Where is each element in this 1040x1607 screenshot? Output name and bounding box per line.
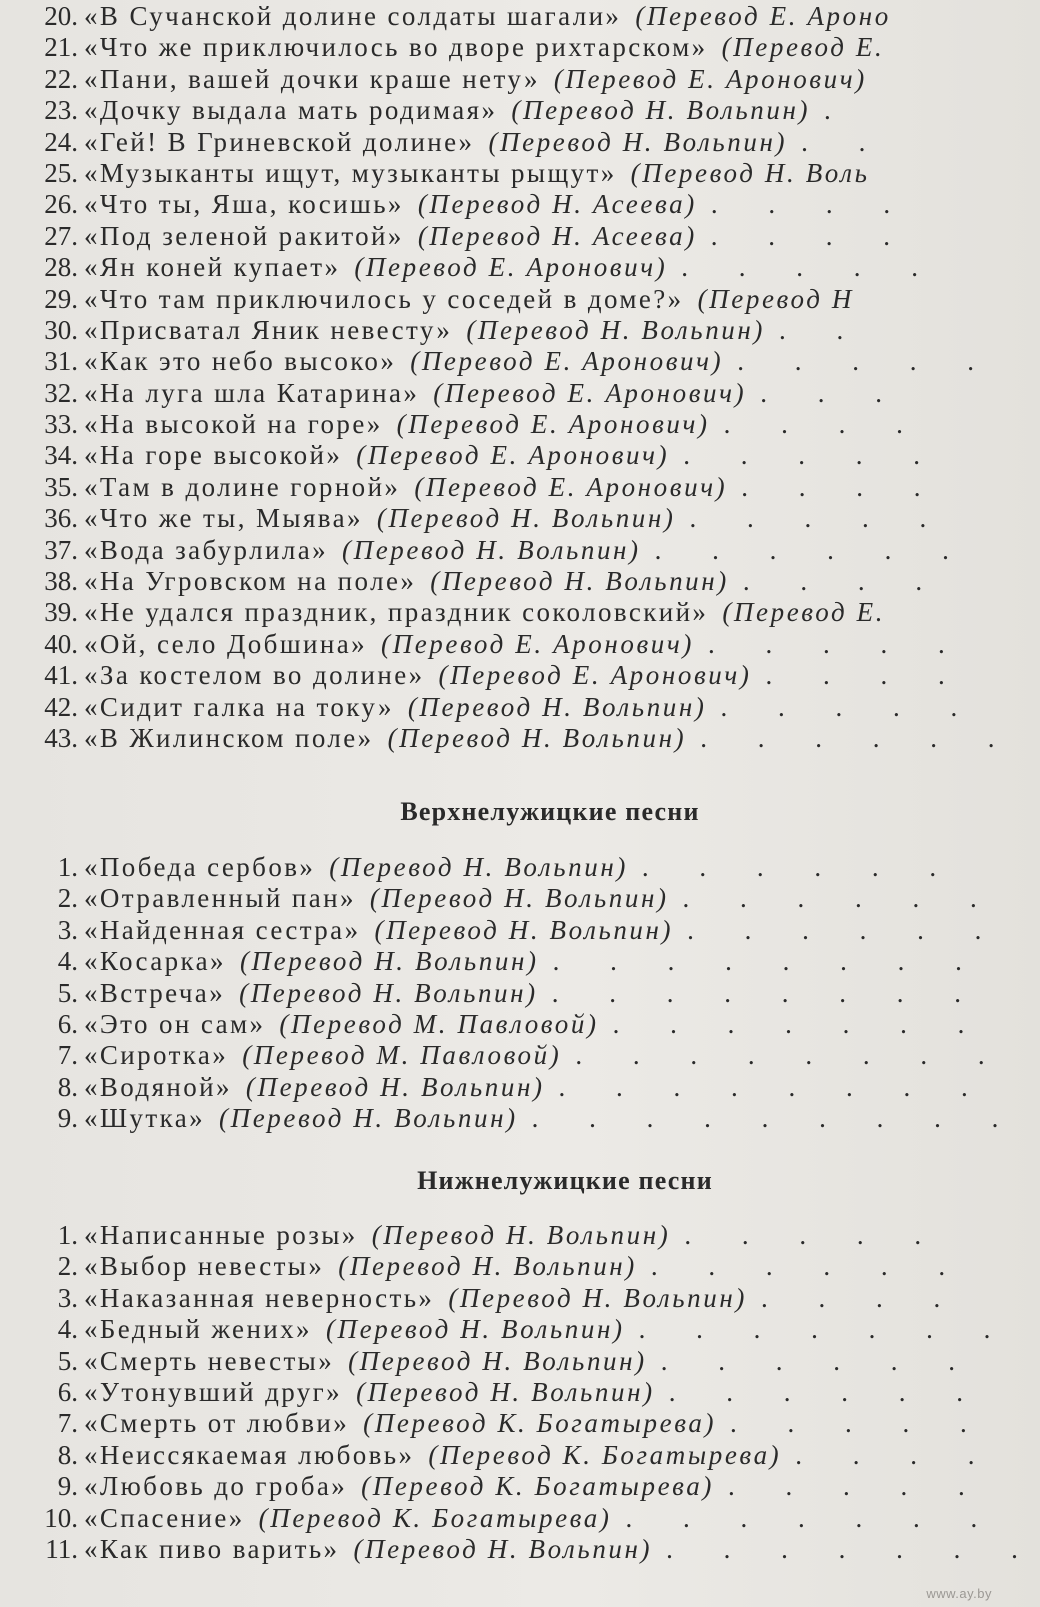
entry-body	[84, 127, 887, 158]
entry-body	[84, 1283, 962, 1314]
song-title: «Бедный жених»	[84, 1314, 312, 1345]
entry-number: 42.	[44, 691, 78, 722]
song-title: «Спасение»	[84, 1502, 245, 1533]
dot-leader: . . . .	[741, 471, 943, 502]
song-title: «Шутка»	[84, 1103, 206, 1134]
entry-body	[84, 158, 884, 189]
entry-body	[84, 252, 940, 283]
entry-number: 4.	[57, 946, 78, 977]
song-title: «Пани, вашей дочки краше нету»	[84, 63, 540, 94]
entry-number: 6.	[57, 1008, 78, 1039]
toc-entry	[0, 1503, 1000, 1534]
dot-leader: .	[824, 95, 853, 126]
entry-number: 6.	[57, 1376, 78, 1407]
toc-entry	[0, 127, 1000, 158]
section-heading-upper-lusatian: Верхнелужицкие песни	[400, 797, 700, 826]
toc-entry	[0, 1009, 1000, 1040]
translator-credit: (Перевод Е.	[721, 32, 885, 63]
entry-body	[84, 1440, 997, 1471]
toc-entry	[0, 284, 1000, 315]
toc-entry	[0, 1377, 1000, 1408]
translator-credit: (Перевод Е. Аронович)	[410, 346, 724, 377]
song-title: «На луга шла Катарина»	[84, 377, 420, 408]
toc-entry	[0, 1251, 1000, 1282]
song-title: «Что ты, Яша, косишь»	[84, 189, 404, 220]
song-title: «Что же приключилось во дворе рихтарском»	[84, 32, 708, 63]
entry-body	[84, 346, 996, 377]
dot-leader: . . . . . . .	[625, 1502, 1000, 1533]
dot-leader: . . . . .	[683, 440, 942, 471]
song-title: «Любовь до гроба»	[84, 1471, 348, 1502]
song-title: «Найденная сестра»	[84, 914, 361, 945]
entry-number: 38.	[44, 566, 78, 597]
translator-credit: (Перевод Н. Вольпин)	[338, 1251, 637, 1282]
translator-credit: (Перевод Н. Вольпин)	[511, 95, 811, 126]
entry-body	[84, 978, 983, 1009]
song-title: «Это он сам»	[84, 1008, 266, 1039]
translator-credit: (Перевод Н. Вольпин)	[466, 314, 765, 345]
entry-number: 22.	[44, 63, 78, 94]
entry-body	[84, 915, 1003, 946]
entry-number: 29.	[44, 283, 78, 314]
dot-leader: . . . . . .	[641, 852, 959, 882]
song-title: «Сидит галка на току»	[84, 691, 394, 722]
entry-body	[84, 32, 898, 63]
song-title: «На Угровском на поле»	[84, 566, 417, 597]
translator-credit: (Перевод М. Павловой)	[279, 1008, 599, 1039]
dot-leader: . . . . . . .	[638, 1314, 1013, 1345]
translator-credit: (Перевод Н. Вольпин)	[353, 1533, 653, 1564]
entry-number: 37.	[44, 534, 78, 565]
song-title: «Гей! В Гриневской долине»	[84, 126, 475, 157]
entry-body	[84, 597, 899, 628]
toc-entry	[0, 95, 1000, 126]
toc-entry	[0, 535, 1000, 566]
entry-number: 25.	[44, 157, 78, 188]
entry-body	[84, 1408, 989, 1439]
song-title: «Неиссякаемая любовь»	[84, 1439, 415, 1470]
song-title: «Смерть от любви»	[84, 1408, 350, 1439]
toc-entry	[0, 629, 1000, 660]
song-title: «Ой, село Добшина»	[84, 628, 367, 659]
toc-entry	[0, 158, 1000, 189]
dot-leader: . . . . .	[737, 346, 996, 377]
translator-credit: (Перевод Н. Вольпин)	[376, 503, 676, 534]
dot-leader: . . . . . . . . .	[531, 1103, 1021, 1134]
dot-leader: . . . .	[765, 660, 967, 691]
song-title: «Отравленный пан»	[84, 883, 356, 914]
toc-entry	[0, 1408, 1000, 1439]
translator-credit: (Перевод Н. Вольпин)	[239, 977, 538, 1008]
entry-number: 8.	[57, 1071, 78, 1102]
toc-entry	[0, 1283, 1000, 1314]
entry-body	[84, 1503, 999, 1534]
song-title: «Ян коней купает»	[84, 252, 341, 283]
entry-number: 11.	[45, 1533, 78, 1564]
entry-body	[84, 1103, 1020, 1134]
entry-body	[84, 723, 1016, 754]
song-title: «Как пиво варить»	[84, 1533, 340, 1564]
translator-credit: (Перевод К. Богатырева)	[428, 1439, 782, 1470]
toc-entry	[0, 883, 1000, 914]
entry-number: 7.	[57, 1408, 78, 1439]
entry-number: 5.	[57, 1345, 78, 1376]
entry-body	[84, 95, 853, 126]
toc-entry	[0, 472, 1000, 503]
translator-credit: (Перевод Н. Вольпин)	[325, 1314, 625, 1345]
dot-leader: . . . .	[723, 409, 925, 440]
translator-credit: (Перевод Н. Вольпин)	[369, 883, 669, 914]
entry-number: 9.	[57, 1103, 78, 1134]
entry-number: 35.	[44, 471, 78, 502]
song-title: «Там в долине горной»	[84, 471, 401, 502]
song-title: «Наказанная неверность»	[84, 1282, 435, 1313]
toc-entry	[0, 566, 1000, 597]
translator-credit: (Перевод Е. Аронович)	[381, 628, 694, 659]
dot-leader: . . . .	[710, 189, 913, 220]
entry-number: 32.	[44, 377, 78, 408]
entry-body	[84, 1251, 967, 1282]
translator-credit: (Перевод Н. Вольпин)	[245, 1071, 545, 1102]
song-title: «Водяной»	[84, 1071, 232, 1102]
song-title: «Под зеленой ракитой»	[84, 220, 404, 251]
dot-leader: . . . . .	[681, 252, 941, 283]
toc-entry	[0, 914, 1004, 946]
entry-body	[84, 1220, 943, 1251]
entry-number: 3.	[57, 1282, 78, 1313]
entry-body	[84, 221, 912, 252]
entry-body	[84, 1346, 977, 1377]
toc-entry	[0, 189, 1000, 220]
dot-leader: . .	[801, 126, 888, 157]
song-title: «Победа сербов»	[84, 852, 316, 882]
translator-credit: (Перевод К. Богатырева)	[258, 1502, 612, 1533]
dot-leader: . . . .	[760, 1282, 963, 1313]
translator-credit: (Перевод К. Богатырева)	[363, 1408, 717, 1439]
entry-number: 39.	[44, 597, 78, 628]
entry-number: 24.	[44, 126, 78, 157]
dot-leader: . . . . . .	[687, 914, 1004, 945]
entry-number: 33.	[44, 409, 78, 440]
translator-credit: (Перевод Е. Аронович)	[354, 252, 668, 283]
entry-number: 34.	[44, 440, 78, 471]
dot-leader: . . . . .	[720, 691, 980, 722]
entry-body	[84, 660, 967, 691]
entry-body	[84, 503, 948, 534]
translator-credit: (Перевод Н. Асеева)	[417, 189, 697, 220]
dot-leader: . . . . .	[707, 628, 967, 659]
entry-number: 41.	[44, 660, 78, 691]
dot-leader: . . . . .	[727, 1471, 987, 1502]
dot-leader: . . . . . . . .	[575, 1040, 1007, 1071]
entry-body	[84, 1377, 985, 1408]
dot-leader: . . .	[760, 377, 904, 408]
translator-credit: (Перевод Н. Вольпин)	[374, 914, 674, 945]
entry-body	[84, 1, 905, 32]
upper-lusatian-song-list	[0, 852, 1021, 1135]
entry-number: 21.	[44, 32, 78, 63]
entry-number: 10.	[44, 1502, 78, 1533]
song-list-continued	[0, 1, 1017, 754]
song-title: «В Сучанской долине солдаты шагали»	[84, 1, 622, 31]
entry-number: 8.	[57, 1439, 78, 1470]
entry-body	[84, 946, 984, 977]
entry-body	[84, 440, 942, 471]
entry-number: 5.	[57, 977, 78, 1008]
entry-body	[84, 1072, 990, 1103]
translator-credit: (Перевод Е. Аронович)	[414, 471, 728, 502]
toc-entry	[0, 1072, 1000, 1103]
toc-entry	[0, 252, 1000, 283]
translator-credit: (Перевод Е. Аронович)	[433, 377, 747, 408]
entry-number: 30.	[44, 314, 78, 345]
toc-entry	[0, 1346, 1000, 1377]
translator-credit: (Перевод Н. Вольпин)	[371, 1220, 671, 1250]
entry-body	[84, 284, 868, 315]
entry-body	[84, 1534, 1040, 1565]
entry-body	[84, 1040, 1007, 1071]
entry-number: 4.	[57, 1314, 78, 1345]
song-title: «Не удался праздник, праздник соколовский»	[84, 597, 709, 628]
toc-entry	[0, 1220, 1000, 1251]
toc-entry	[0, 315, 1000, 346]
toc-entry	[0, 440, 1000, 471]
toc-entry	[0, 692, 1000, 723]
entry-body	[84, 566, 944, 597]
song-title: «Что там приключилось у соседей в доме?»	[84, 283, 684, 314]
entry-number: 28.	[44, 252, 78, 283]
watermark: www.ay.by	[926, 1586, 992, 1601]
translator-credit: (Перевод М. Павловой)	[242, 1040, 562, 1071]
toc-entry	[0, 1040, 1007, 1071]
dot-leader: . . . . . .	[654, 534, 971, 565]
dot-leader: . . . .	[795, 1439, 997, 1470]
entry-body	[84, 378, 904, 409]
entry-body	[84, 629, 967, 660]
translator-credit: (Перевод Н. Вольпин)	[342, 534, 641, 565]
entry-number: 23.	[44, 95, 78, 126]
dot-leader: . . . . . .	[668, 1376, 985, 1407]
dot-leader: . . . . . . .	[666, 1533, 1040, 1564]
toc-entry	[0, 852, 1000, 883]
toc-entry	[0, 346, 1000, 377]
translator-credit: (Перевод Н. Вольпин)	[430, 566, 729, 597]
translator-credit: (Перевод Н. Вольпин)	[356, 1376, 655, 1407]
entry-body	[84, 852, 958, 883]
entry-body	[84, 1314, 1012, 1345]
toc-entry	[0, 660, 1000, 691]
dot-leader: . . . . .	[730, 1408, 989, 1439]
lower-lusatian-song-list	[0, 1220, 1040, 1565]
song-title: «Как это небо высоко»	[84, 346, 397, 377]
entry-number: 1.	[57, 852, 78, 882]
entry-body	[84, 692, 979, 723]
entry-number: 31.	[44, 346, 78, 377]
toc-entry	[0, 378, 1000, 409]
section-heading-lower-lusatian: Нижнелужицкие песни	[417, 1166, 713, 1195]
dot-leader: . . . . .	[684, 1220, 944, 1250]
toc-entry	[0, 64, 1000, 95]
translator-credit: (Перевод Н. Воль	[630, 157, 870, 188]
dot-leader: . . . . . .	[700, 722, 1017, 753]
toc-entry	[0, 32, 1000, 63]
translator-credit: (Перевод Н	[697, 283, 854, 314]
toc-entry	[0, 503, 1000, 534]
song-title: «Выбор невесты»	[84, 1251, 325, 1282]
translator-credit: (Перевод Н. Асеева)	[417, 220, 697, 251]
entry-number: 26.	[44, 189, 78, 220]
dot-leader: . . . . . . . .	[558, 1071, 990, 1102]
translator-credit: (Перевод Н. Вольпин)	[488, 126, 788, 157]
song-title: «В Жилинском поле»	[84, 722, 374, 753]
toc-entry	[0, 1103, 1021, 1134]
translator-credit: (Перевод Е. Аронович)	[553, 63, 867, 94]
toc-entry	[0, 221, 1000, 252]
dot-leader: . . . . . .	[660, 1345, 977, 1376]
entry-body	[84, 1471, 987, 1502]
entry-body	[84, 535, 971, 566]
song-title: «На горе высокой»	[84, 440, 343, 471]
dot-leader: . .	[778, 314, 866, 345]
song-title: «За костелом во долине»	[84, 660, 425, 691]
song-title: «Что же ты, Мыява»	[84, 503, 363, 534]
entry-number: 9.	[57, 1471, 78, 1502]
entry-number: 20.	[44, 1, 78, 31]
toc-entry	[0, 1314, 1013, 1345]
toc-entry	[0, 1440, 1000, 1471]
entry-body	[84, 1009, 986, 1040]
entry-number: 2.	[57, 883, 78, 914]
dot-leader: . . . . . . .	[612, 1008, 987, 1039]
dot-leader: . . . .	[710, 220, 913, 251]
translator-credit: (Перевод Н. Вольпин)	[219, 1103, 518, 1134]
song-title: «Присватал Яник невесту»	[84, 314, 453, 345]
toc-entry	[0, 946, 1000, 977]
entry-number: 3.	[57, 914, 78, 945]
song-title: «На высокой на горе»	[84, 409, 383, 440]
dot-leader: . . . . . .	[650, 1251, 968, 1282]
song-title: «Сиротка»	[84, 1040, 229, 1071]
translator-credit: (Перевод Е. Аронович)	[356, 440, 670, 471]
translator-credit: (Перевод Е. Аронович)	[438, 660, 752, 691]
song-title: «Вода забурлила»	[84, 534, 328, 565]
entry-body	[84, 409, 925, 440]
toc-entry	[0, 409, 1000, 440]
song-title: «Смерть невесты»	[84, 1345, 335, 1376]
entry-number: 1.	[57, 1220, 78, 1250]
dot-leader: . . . . .	[689, 503, 949, 534]
entry-number: 7.	[57, 1040, 78, 1071]
entry-body	[84, 472, 943, 503]
translator-credit: (Перевод Е. Аронович)	[396, 409, 710, 440]
toc-entry	[0, 1471, 1000, 1502]
toc-entry	[0, 1, 1000, 32]
song-title: «Написанные розы»	[84, 1220, 358, 1250]
entry-body	[84, 883, 999, 914]
song-title: «Встреча»	[84, 977, 226, 1008]
toc-entry	[0, 1533, 1040, 1565]
entry-number: 43.	[44, 722, 78, 753]
translator-credit: (Перевод Н. Вольпин)	[387, 722, 687, 753]
dot-leader: . . . . . . . .	[551, 977, 983, 1008]
entry-body	[84, 315, 865, 346]
translator-credit: (Перевод Н. Вольпин)	[348, 1345, 647, 1376]
song-title: «Утонувший друг»	[84, 1376, 343, 1407]
dot-leader: . . . .	[742, 566, 945, 597]
translator-credit: (Перевод Н. Вольпин)	[239, 946, 539, 977]
dot-leader: . . . . . .	[682, 883, 999, 914]
translator-credit: (Перевод Н. Вольпин)	[407, 691, 707, 722]
entry-number: 27.	[44, 220, 78, 251]
entry-number: 2.	[57, 1251, 78, 1282]
entry-body	[84, 189, 912, 220]
translator-credit: (Перевод К. Богатырева)	[361, 1471, 714, 1502]
song-title: «Дочку выдала мать родимая»	[84, 95, 498, 126]
song-title: «Музыканты ищут, музыканты рыщут»	[84, 157, 617, 188]
toc-entry	[0, 722, 1017, 754]
dot-leader: . . . . . . . .	[552, 946, 984, 977]
translator-credit: (Перевод Н. Вольпин)	[329, 852, 628, 882]
entry-body	[84, 64, 881, 95]
entry-number: 36.	[44, 503, 78, 534]
song-title: «Косарка»	[84, 946, 226, 977]
translator-credit: (Перевод Е.	[722, 597, 886, 628]
toc-entry	[0, 597, 1000, 628]
translator-credit: (Перевод Е. Ароно	[635, 1, 891, 31]
toc-entry	[0, 978, 1000, 1009]
entry-number: 40.	[44, 628, 78, 659]
translator-credit: (Перевод Н. Вольпин)	[448, 1282, 747, 1313]
